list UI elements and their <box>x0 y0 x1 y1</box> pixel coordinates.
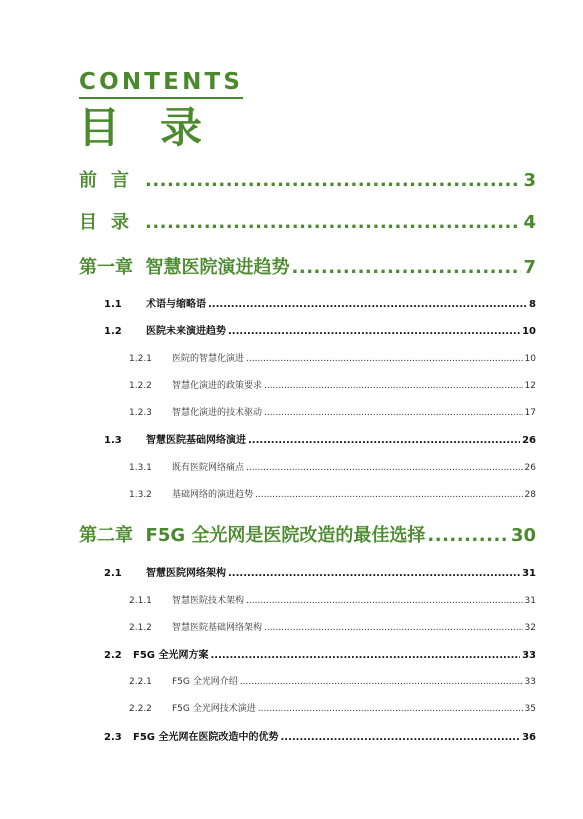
toc-entry-number: 1.3 <box>104 435 122 446</box>
toc-dot-leader <box>145 169 521 193</box>
toc-dot-leader <box>246 595 523 608</box>
toc-entry-subsection[interactable] <box>129 353 536 366</box>
toc-dot-leader <box>228 325 520 339</box>
toc-entry-title: 医院的智慧化演进 <box>172 354 245 364</box>
toc-entry-number: 1.3.1 <box>129 463 152 473</box>
toc-entry-subsection[interactable] <box>129 462 536 475</box>
toc-entry-page: 30 <box>510 525 536 546</box>
toc-entry-title: 智慧医院基础网络架构 <box>172 623 263 633</box>
toc-entry-number: 2.2 <box>104 650 122 661</box>
toc-entry-page: 31 <box>522 568 536 579</box>
toc-entry-title: 前言 <box>79 170 143 191</box>
toc-dot-leader <box>248 434 520 448</box>
toc-entry-page: 26 <box>524 463 536 473</box>
toc-entry-number: 2.2.1 <box>129 677 152 687</box>
toc-entry-section[interactable] <box>104 434 536 448</box>
toc-entry-number: 2.3 <box>104 732 122 743</box>
toc-entry-subsection[interactable] <box>129 676 536 689</box>
toc-dot-leader <box>240 676 523 689</box>
toc-entry-title: 智慧化演进的政策要求 <box>172 381 263 391</box>
toc-entry-page: 33 <box>524 677 536 687</box>
toc-dot-leader <box>264 407 523 420</box>
toc-dot-leader <box>208 298 527 312</box>
toc-entry-page: 10 <box>522 326 536 337</box>
toc-entry-number: 2.1 <box>104 568 122 579</box>
toc-entry-page: 8 <box>529 299 536 310</box>
toc-dot-leader <box>145 211 521 235</box>
contents-heading-cn: 目录 <box>78 103 243 152</box>
toc-entry-subsection[interactable] <box>129 622 536 635</box>
toc-dot-leader <box>210 649 520 663</box>
toc-entry-title: 目录 <box>79 212 143 233</box>
toc-entry-section[interactable] <box>104 649 536 663</box>
toc-entry-page: 28 <box>524 490 536 500</box>
toc-entry-number: 2.1.1 <box>129 596 152 606</box>
toc-entry-title: F5G 全光网方案 <box>133 650 209 661</box>
toc-entry-section[interactable] <box>104 731 536 745</box>
toc-entry-title: 智慧医院基础网络演进 <box>146 435 246 446</box>
toc-entry-title: 医院未来演进趋势 <box>146 326 226 337</box>
toc-dot-leader <box>255 489 523 502</box>
toc-entry-subsection[interactable] <box>129 380 536 393</box>
toc-entry-title: 基础网络的演进趋势 <box>172 490 254 500</box>
toc-entry-page: 31 <box>524 596 536 606</box>
toc-entry-section[interactable] <box>104 567 536 581</box>
toc-entry-title: 既有医院网络痛点 <box>172 463 245 473</box>
toc-dot-leader <box>280 731 520 745</box>
toc-entry-page: 26 <box>522 435 536 446</box>
toc-entry-subsection[interactable] <box>129 407 536 420</box>
toc-dot-leader <box>246 462 523 475</box>
contents-heading-en: CONTENTS <box>79 68 243 99</box>
toc-entry-page: 36 <box>522 732 536 743</box>
toc-entry-title: F5G 全光网在医院改造中的优势 <box>133 732 279 743</box>
toc-dot-leader <box>246 353 523 366</box>
toc-entry-number: 1.3.2 <box>129 490 152 500</box>
toc-dot-leader <box>264 622 523 635</box>
toc-entry-subsection[interactable] <box>129 703 536 716</box>
toc-entry-title: 第二章 F5G 全光网是医院改造的最佳选择 <box>79 525 426 546</box>
toc-entry-page: 35 <box>524 704 536 714</box>
toc-entry-page: 10 <box>524 354 536 364</box>
toc-entry-section[interactable] <box>104 298 536 312</box>
toc-dot-leader <box>292 256 522 280</box>
toc-entry-title: F5G 全光网介绍 <box>172 677 238 687</box>
toc-entry-number: 1.1 <box>104 299 122 310</box>
toc-entry-page: 7 <box>523 257 536 278</box>
toc-entry-subsection[interactable] <box>129 489 536 502</box>
toc-entry-number: 1.2.1 <box>129 354 152 364</box>
toc-entry-page: 17 <box>524 408 536 418</box>
toc-entry-chapter-1[interactable] <box>79 256 536 280</box>
toc-entry-title: 术语与缩略语 <box>146 299 206 310</box>
toc-entry-page: 32 <box>524 623 536 633</box>
toc-entry-preface[interactable] <box>79 169 536 193</box>
toc-entry-page: 33 <box>522 650 536 661</box>
toc-entry-number: 1.2.3 <box>129 408 152 418</box>
toc-entry-contents[interactable] <box>79 211 536 235</box>
toc-entry-title: 智慧化演进的技术驱动 <box>172 408 263 418</box>
toc-entry-number: 2.1.2 <box>129 623 152 633</box>
toc-entry-page: 12 <box>524 381 536 391</box>
toc-dot-leader <box>427 524 509 548</box>
toc-entry-chapter-2[interactable] <box>79 524 536 548</box>
toc-entry-title: 智慧医院技术架构 <box>172 596 245 606</box>
toc-entry-subsection[interactable] <box>129 595 536 608</box>
toc-dot-leader <box>228 567 520 581</box>
toc-entry-title: 第一章 智慧医院演进趋势 <box>79 257 290 278</box>
toc-dot-leader <box>258 703 523 716</box>
toc-entry-number: 2.2.2 <box>129 704 152 714</box>
toc-entry-title: 智慧医院网络架构 <box>146 568 226 579</box>
toc-entry-number: 1.2.2 <box>129 381 152 391</box>
toc-entry-section[interactable] <box>104 325 536 339</box>
toc-entry-page: 4 <box>523 212 536 233</box>
toc-dot-leader <box>264 380 523 393</box>
toc-entry-number: 1.2 <box>104 326 122 337</box>
toc-entry-title: F5G 全光网技术演进 <box>172 704 256 714</box>
toc-entry-page: 3 <box>523 170 536 191</box>
